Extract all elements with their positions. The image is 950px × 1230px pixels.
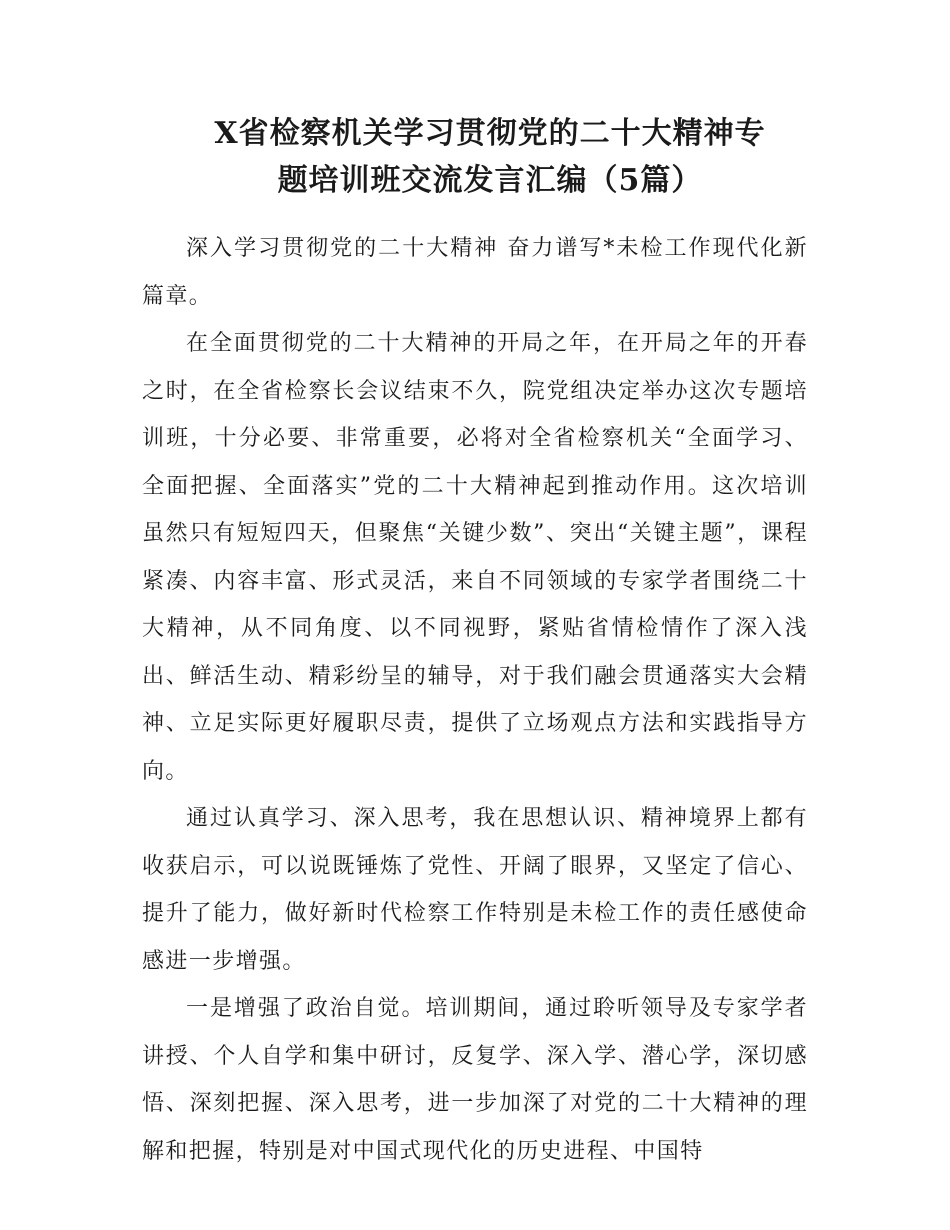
paragraph-3: 通过认真学习、深入思考，我在思想认识、精神境界上都有收获启示，可以说既锤炼了党性、开阔了眼界，又坚定了信心、提升了能力，做好新时代检察工作特别是未检工作的责任感使命感进一步增强。 [142,806,808,974]
paragraph-1: 深入学习贯彻党的二十大精神 奋力谱写*未检工作现代化新篇章。 [142,236,808,309]
paragraph-2: 在全面贯彻党的二十大精神的开局之年，在开局之年的开春之时，在全省检察长会议结束不久，院党组决定举办这次专题培训班，十分必要、非常重要，必将对全省检察机关“全面学习、全面把握、全面落实”党的二十大精神起到推动作用。这次培训虽然只有短短四天，但聚焦“关键少数”、突出“关键主题”，课程紧凑、内容丰富、形式灵活，来自不同领域的专家学者围绕二十大精神，从不同角度、以不同视野，紧贴省情检情作了深入浅出、鲜活生动、精彩纷呈的辅导，对于我们融会贯通落实大会精神、立足实际更好履职尽责，提供了立场观点方法和实践指导方向。 [142,331,808,784]
document-body [142,225,808,1175]
document-title [160,110,820,204]
paragraph-4: 一是增强了政治自觉。培训期间，通过聆听领导及专家学者讲授、个人自学和集中研讨，反复学、深入学、潜心学，深切感悟、深刻把握、深入思考，进一步加深了对党的二十大精神的理解和把握，特别是对中国式现代化的历史进程、中国特 [142,996,808,1164]
title-line-2: 题培训班交流发言汇编（5篇） [277,163,703,198]
title-line-1: X省检察机关学习贯彻党的二十大精神专 [214,116,766,151]
